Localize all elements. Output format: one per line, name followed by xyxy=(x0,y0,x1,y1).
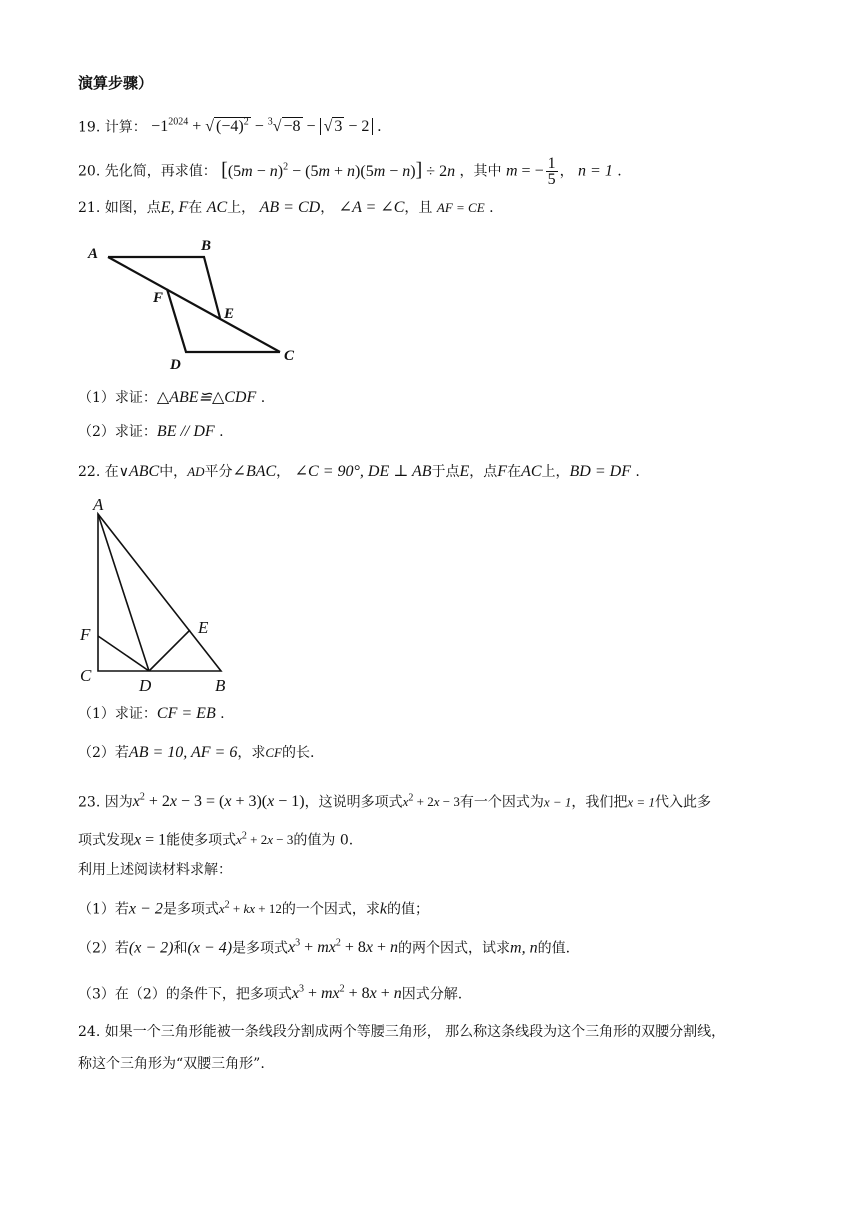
q21-label-d: D xyxy=(170,357,181,372)
q22-label-b: B xyxy=(215,676,226,694)
q22-text: 在 xyxy=(507,464,522,480)
q22-text: 于点 xyxy=(431,464,460,480)
q23-text: 是多项式 xyxy=(232,940,289,957)
q23-poly: $x^2 + 2x - 3$ xyxy=(402,793,460,810)
q23-text: 有一个因式为 xyxy=(459,794,544,811)
q21-text: ，且 xyxy=(404,200,433,216)
q21-part-1: （1）求证：△ABE≌△CDF . xyxy=(78,389,266,406)
q21-condition-1: AB = CD xyxy=(259,199,321,216)
q21-text: 如图，点 xyxy=(104,200,161,216)
q21-text: 上， xyxy=(227,200,256,216)
q21-label-a: A xyxy=(88,246,99,262)
q23-mn: m, n xyxy=(510,939,538,957)
q23-part-1-factor: x − 2 xyxy=(128,900,163,918)
q23-x-eq-1: x = 1 xyxy=(134,831,167,849)
q23-text: 因式分解. xyxy=(401,986,463,1003)
q23-part-2-label: （2）若 xyxy=(78,940,129,957)
q22-label-d: D xyxy=(139,676,152,694)
q23-part-3-poly: $x^3 + mx^2 + 8x + n$ xyxy=(291,984,402,1003)
q22-condition: ∠C = 90°, DE ⊥ AB xyxy=(294,463,432,480)
q23-part-3-label: （3）在（2）的条件下，把多项式 xyxy=(78,986,292,1003)
q22-segment: AC xyxy=(521,463,542,480)
q22-part-1-label: （1）求证： xyxy=(78,706,157,722)
q24-number: 24. xyxy=(78,1024,101,1040)
q23-text: 的一个因式，求 xyxy=(281,901,380,918)
q23-part-1 xyxy=(78,895,429,920)
q19-number: 19. xyxy=(78,119,101,136)
q22-label-a: A xyxy=(93,495,104,514)
q22-text: ，求 xyxy=(237,745,266,761)
q22-text: 平分 xyxy=(204,464,233,480)
q23-text: ，我们把 xyxy=(571,794,628,811)
q23-text: 项式发现 xyxy=(78,832,134,849)
q23-identity: $x^2 + 2x - 3 = (x + 3)(x - 1)$ xyxy=(132,792,305,811)
q23-part-2-factor-2: (x − 4) xyxy=(187,939,233,957)
q23-part-1-poly: $x^2$ + kx + 12 xyxy=(218,900,282,917)
q20-label: 先化简，再求值： xyxy=(104,163,217,180)
q20-n-value: n = 1 xyxy=(578,162,613,180)
q23-text: 因为 xyxy=(104,794,133,811)
q21-part-2-label: （2）求证： xyxy=(78,424,157,440)
q23-text: 和 xyxy=(173,940,188,957)
q23-poly: $x^2 + 2x - 3$ xyxy=(236,831,294,848)
q22-angle: ∠BAC xyxy=(232,463,277,480)
q23-part-2-poly: $x^3 + mx^2 + 8x + n$ xyxy=(288,938,399,957)
q22-triangle-abc xyxy=(98,514,221,671)
q22-condition-bd: BD = DF xyxy=(569,463,631,480)
q22-text: 的长. xyxy=(281,745,315,761)
q23-factor: x − 1 xyxy=(543,794,572,810)
question-22: 22. 在∨ABC中，AD平分∠BAC， ∠C = 90°, DE ⊥ AB于点E，点F在AC上，BD = DF . xyxy=(78,463,640,480)
q24-line-1: 如果一个三角形能被一条线段分割成两个等腰三角形， 那么称这条线段为这个三角形的双腰分割线， xyxy=(104,1024,726,1040)
q21-text: 在 xyxy=(188,200,203,216)
q22-number: 22. xyxy=(78,464,101,480)
q21-figure xyxy=(80,232,320,372)
q22-part-1: （1）求证：CF = EB . xyxy=(78,705,225,722)
q22-text: ，点 xyxy=(469,464,498,480)
q21-segment: AC xyxy=(206,199,228,216)
question-21: 21. 如图，点E, F在 AC上， AB = CD， ∠A = ∠C，且 AF = CE . xyxy=(78,199,494,216)
q22-part-2 xyxy=(78,742,314,764)
q23-part-2-factor-1: (x − 2) xyxy=(128,939,174,957)
q22-segment-ad: AD xyxy=(187,464,205,479)
q21-condition-2: ∠A = ∠C xyxy=(338,199,405,216)
q19-expression: $-1^{2024}$ + √ $(-4)^2 - ^3√ -8$ − √ 3 − 2 . xyxy=(151,117,382,136)
question-20: 20. 先化简，再求值： $[(5m - n)^2 - (5m + n)(5m - n)] \div 2n$ ，其中 m = − $\frac{1}{5}$ ， n = 1 . xyxy=(78,155,622,188)
q22-line-de xyxy=(149,630,190,671)
q22-figure xyxy=(76,494,256,694)
q20-number: 20. xyxy=(78,163,101,180)
q22-label-f: F xyxy=(80,625,91,644)
q19-label: 计算： xyxy=(104,119,147,136)
q22-part-1-expr: CF = EB xyxy=(156,705,216,722)
q23-part-3 xyxy=(78,979,462,1005)
q22-text: 在∨ xyxy=(104,464,129,480)
q20-fraction: $\frac{1}{5}$ xyxy=(547,155,556,188)
question-23 xyxy=(78,787,711,813)
q23-text: 能使多项式 xyxy=(166,832,237,849)
q22-segment-cf: CF xyxy=(265,745,282,760)
question-19 xyxy=(78,112,381,138)
q20-where: ，其中 xyxy=(459,163,502,180)
q21-label-f: F xyxy=(153,290,164,306)
q23-text: 是多项式 xyxy=(162,901,219,918)
q22-label-e: E xyxy=(198,618,209,637)
q23-part-2 xyxy=(78,933,570,959)
q22-line-fd xyxy=(98,636,149,671)
q21-part-1-label: （1）求证： xyxy=(78,390,157,406)
q23-number: 23. xyxy=(78,794,101,811)
q20-expression: $[(5m - n)^2 - (5m + n)(5m - n)] \div 2n$ xyxy=(221,158,456,181)
question-24 xyxy=(78,1021,725,1043)
q23-line-2 xyxy=(78,826,353,851)
q23-intro: 利用上述阅读材料求解： xyxy=(78,862,232,878)
q23-text: 的值； xyxy=(386,901,429,918)
q21-part-2-expr: BE // DF xyxy=(156,423,215,440)
q21-part-1-expr: △ABE≌△CDF xyxy=(156,389,257,406)
q23-substitution: x = 1 xyxy=(627,794,655,810)
q22-point: F xyxy=(497,463,508,480)
q23-text: ，这说明多项式 xyxy=(304,794,403,811)
section-header: 演算步骤） xyxy=(78,74,154,92)
q21-points: E, F xyxy=(160,199,189,216)
q21-condition-3: AF = CE xyxy=(436,200,485,215)
q22-point: E xyxy=(459,463,470,480)
q22-label-c: C xyxy=(80,666,92,685)
q23-part-1-label: （1）若 xyxy=(78,901,129,918)
q23-text: 的两个因式，试求 xyxy=(398,940,511,957)
q22-text: 中， xyxy=(159,464,188,480)
q21-number: 21. xyxy=(78,200,101,216)
q23-text: 的值为 0. xyxy=(293,832,354,849)
q22-part-2-expr: AB = 10, AF = 6 xyxy=(128,744,238,761)
q21-line-ac xyxy=(108,257,280,352)
q21-label-e: E xyxy=(224,306,235,322)
q21-label-b: B xyxy=(201,238,212,254)
q22-part-2-label: （2）若 xyxy=(78,745,129,761)
q22-line-ad xyxy=(98,514,149,671)
q23-k: k xyxy=(379,900,387,918)
q24-line-2: 称这个三角形为“双腰三角形”. xyxy=(78,1056,265,1072)
q23-text: 的值. xyxy=(537,940,571,957)
q21-label-c: C xyxy=(284,348,295,364)
q21-part-2: （2）求证：BE // DF . xyxy=(78,423,224,440)
q22-triangle: ABC xyxy=(128,463,160,480)
q22-text: 上， xyxy=(541,464,570,480)
q23-text: 代入此多 xyxy=(654,794,711,811)
